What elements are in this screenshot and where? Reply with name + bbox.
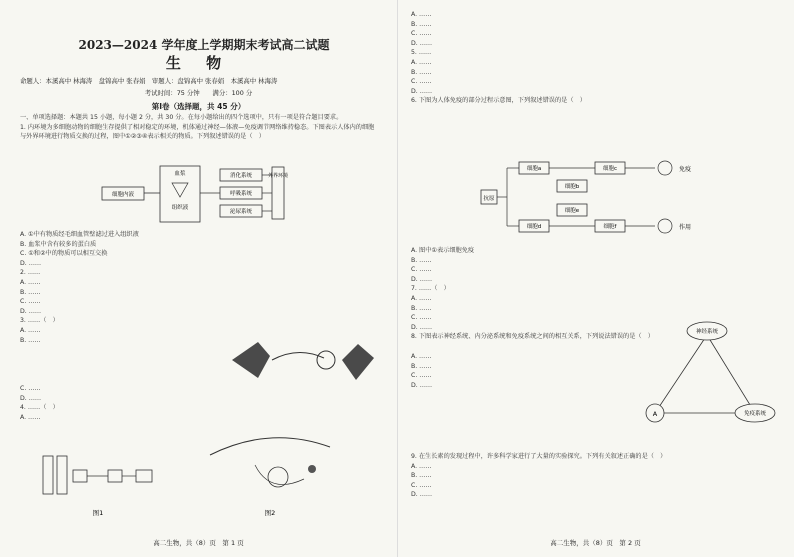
diagram-label: 作用: [679, 224, 692, 231]
option-D: D. ……: [411, 275, 433, 283]
option-B: B. ……: [411, 256, 432, 264]
diagram-label: 泌尿系统: [229, 209, 253, 215]
diagram-label: 外界环境: [267, 173, 289, 179]
option-A: A. ……: [411, 462, 432, 470]
hormone-receptor-figure-2: [200, 425, 340, 520]
question-block-1-2: [20, 230, 380, 345]
diagram-label: 血浆: [174, 171, 186, 177]
option-A: A. ……: [411, 294, 432, 302]
option-D: D. ……: [20, 307, 42, 315]
option-A: A. ……: [20, 413, 41, 421]
option-C: C. ……: [411, 314, 432, 322]
diagram-label: 抗原: [483, 196, 495, 202]
option-C: C. ……: [411, 30, 432, 38]
question-block-4-5: [411, 10, 776, 106]
option-B: B. ……: [411, 68, 432, 76]
question-block-1: [20, 113, 380, 142]
diagram-label: 免疫系统: [743, 411, 767, 417]
option-C: C. ……: [20, 298, 41, 306]
question-5: 5. ……: [411, 49, 432, 57]
option-A: A. ①中有物质经毛细血管壁滤过进入组织液: [20, 231, 139, 238]
option-C: C. ……: [411, 372, 432, 380]
hormone-regulation-figure-1: [40, 450, 160, 520]
question-6: 6. 下图为人体免疫的部分过程示意图，下列叙述错误的是（ ）: [411, 97, 586, 105]
diagram-label: 组织液: [171, 205, 189, 211]
option-B: B. ……: [411, 362, 432, 370]
option-C: C. ①和②中的物质可以相互交换: [20, 250, 108, 258]
diagram-label: 细胞c: [602, 166, 618, 172]
figure-caption: 图1: [92, 509, 104, 517]
body-fluid-exchange-diagram: [100, 163, 315, 225]
exam-setters: 命题人：本溪高中 林海涛 盘锦高中 张春娟 审题人：盘锦高中 张春娟 本溪高中 林海涛: [20, 77, 278, 85]
option-D: D. ……: [20, 394, 42, 402]
option-D: D. ……: [411, 491, 433, 499]
option-B: B. ……: [20, 336, 41, 344]
option-B: B. ……: [411, 304, 432, 312]
figure-caption: 图2: [264, 509, 276, 517]
immune-process-diagram: [479, 150, 719, 245]
question-4: 4. ……（ ）: [20, 404, 59, 412]
option-A: A. ……: [20, 326, 41, 334]
question-block-9: [411, 452, 776, 500]
section-instructions: 一、单项选择题：本题共 15 小题，每小题 2 分，共 30 分。在每小题给出的四个选项中，只有一项是符合题目要求。: [20, 114, 343, 121]
question-1: 1. 内环境为多细胞动物的细胞生存提供了相对稳定的环境，机体通过神经—体液—免疫调节网络维持稳态。下图表示人体内的细胞与外界环境进行物质交换的过程，图中①②③④表示相关的物质。下列叙述错误的是（ ）: [20, 123, 375, 141]
option-C: C. ……: [411, 481, 432, 489]
page-footer: 高二生物，共（8）页 第 2 页: [550, 539, 641, 547]
exam-time-score: 考试时间：75 分钟 满分：100 分: [144, 89, 253, 97]
diagram-label: 细胞a: [526, 166, 542, 172]
question-8-options: [411, 352, 631, 390]
option-A: A. 图中①表示细胞免疫: [411, 247, 475, 254]
diagram-label: 细胞内液: [111, 192, 135, 198]
question-8: 8. 下图表示神经系统、内分泌系统和免疫系统之间的相互关系，下列说法错误的是（ ）: [411, 333, 654, 341]
exam-page-2: [397, 0, 794, 557]
diagram-label: 神经系统: [695, 329, 719, 335]
question-9: 9. 在生长素的发现过程中，许多科学家进行了大量的实验探究。下列有关叙述正确的是（ ）: [411, 453, 667, 460]
option-A: A. ……: [20, 278, 41, 286]
neuro-endocrine-immune-diagram: [637, 315, 777, 435]
question-2: 2. ……: [20, 269, 41, 277]
section-heading: 第Ⅰ卷（选择题，共 45 分）: [151, 102, 246, 111]
option-C: C. ……: [411, 266, 432, 274]
option-A: A. ……: [411, 11, 432, 18]
option-D: D. ……: [411, 87, 433, 95]
option-B: B. ……: [411, 472, 432, 480]
diagram-label: 细胞f: [603, 224, 617, 230]
diagram-label: A: [652, 410, 658, 418]
option-A: A. ……: [411, 58, 432, 66]
option-D: D. ……: [20, 259, 42, 267]
question-block-3-4: [20, 384, 380, 422]
option-C: C. ……: [20, 385, 41, 392]
option-B: B. ……: [20, 288, 41, 296]
synapse-diagram: [228, 336, 378, 384]
question-3: 3. ……（ ）: [20, 317, 59, 325]
diagram-label: 细胞b: [564, 184, 580, 190]
option-D: D. ……: [411, 39, 433, 47]
option-B: B. ……: [411, 20, 432, 28]
question-7: 7. ……（ ）: [411, 285, 450, 293]
option-B: B. 血浆中含有较多的蛋白质: [20, 240, 97, 248]
subject-title: 生 物: [165, 54, 232, 72]
diagram-label: 消化系统: [229, 173, 253, 179]
page-footer: 高二生物，共（8）页 第 1 页: [153, 539, 244, 547]
diagram-label: 细胞d: [526, 224, 542, 230]
option-D: D. ……: [411, 323, 433, 331]
option-D: D. ……: [411, 381, 433, 389]
option-A: A. ……: [411, 353, 432, 360]
option-C: C. ……: [411, 78, 432, 86]
diagram-label: 细胞e: [564, 208, 580, 214]
exam-title: 2023—2024 学年度上学期期末考试高二试题: [78, 38, 330, 52]
diagram-label: 呼吸系统: [229, 191, 253, 197]
diagram-label: 免疫: [679, 166, 692, 173]
